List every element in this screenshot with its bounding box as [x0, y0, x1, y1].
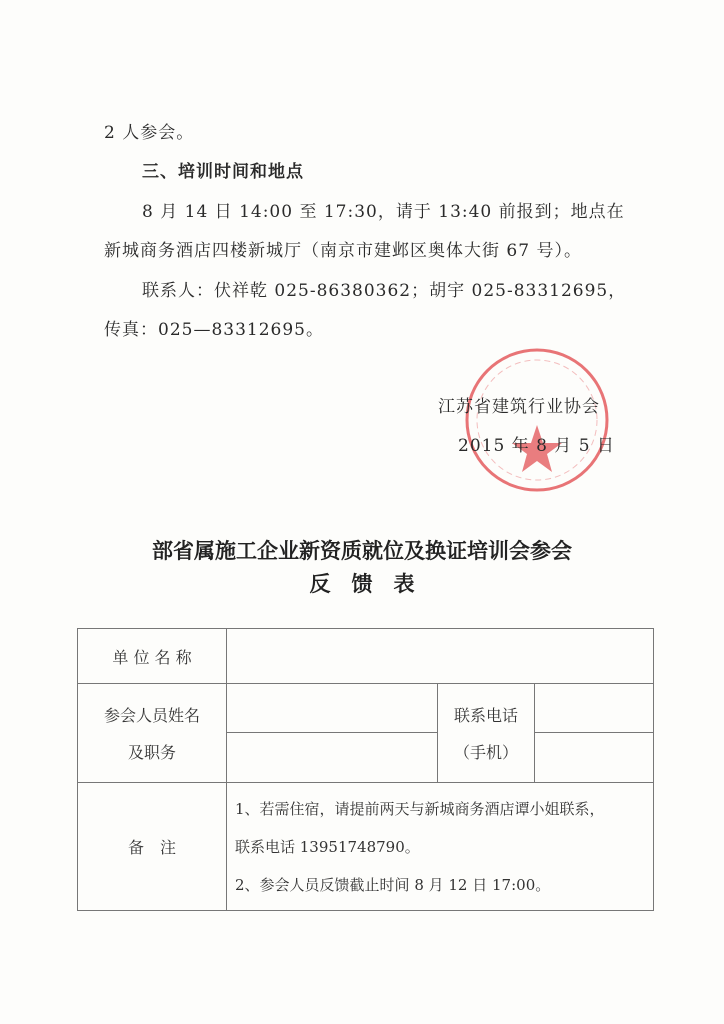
contact-line: 联系人：伏祥乾 025-86380362；胡宇 025-83312695，: [142, 281, 627, 301]
attendee-name-field[interactable]: [227, 733, 438, 783]
phone-label: [438, 684, 535, 783]
form-title: 部省属施工企业新资质就位及换证培训会参会: [152, 539, 572, 563]
form-subtitle: 反 馈 表: [309, 572, 415, 596]
attendee-name-field[interactable]: [227, 684, 438, 733]
body-line: 2 人参会。: [104, 123, 195, 143]
remark-line: 2、参会人员反馈截止时间 8 月 12 日 17:00。: [235, 875, 551, 894]
signature-date: 2015 年 8 月 5 日: [458, 436, 615, 456]
body-line: 8 月 14 日 14:00 至 17:30，请于 13:40 前报到；地点在: [142, 202, 625, 222]
remarks-content: [227, 783, 654, 911]
attendee-label-line: 及职务: [127, 743, 176, 762]
phone-field[interactable]: [535, 684, 654, 733]
phone-label-line: 联系电话: [453, 706, 518, 725]
official-seal: [462, 345, 612, 495]
remarks-label: 备 注: [78, 783, 227, 911]
attendee-label-line: 参会人员姓名: [103, 706, 200, 725]
unit-name-field[interactable]: [227, 629, 654, 684]
remark-line: 1、若需住宿，请提前两天与新城商务酒店谭小姐联系，: [235, 799, 605, 818]
section-heading: 三、培训时间和地点: [142, 162, 304, 182]
unit-name-label: 单 位 名 称: [78, 629, 227, 684]
phone-field[interactable]: [535, 733, 654, 783]
signature-org: 江苏省建筑行业协会: [438, 397, 600, 417]
attendee-label: [78, 684, 227, 783]
feedback-form-table: [77, 628, 654, 911]
remark-line: 联系电话 13951748790。: [235, 837, 420, 856]
phone-label-line: （手机）: [453, 743, 518, 762]
body-line: 新城商务酒店四楼新城厅（南京市建邺区奥体大街 67 号）。: [104, 241, 582, 261]
fax-line: 传真：025—83312695。: [104, 320, 324, 340]
